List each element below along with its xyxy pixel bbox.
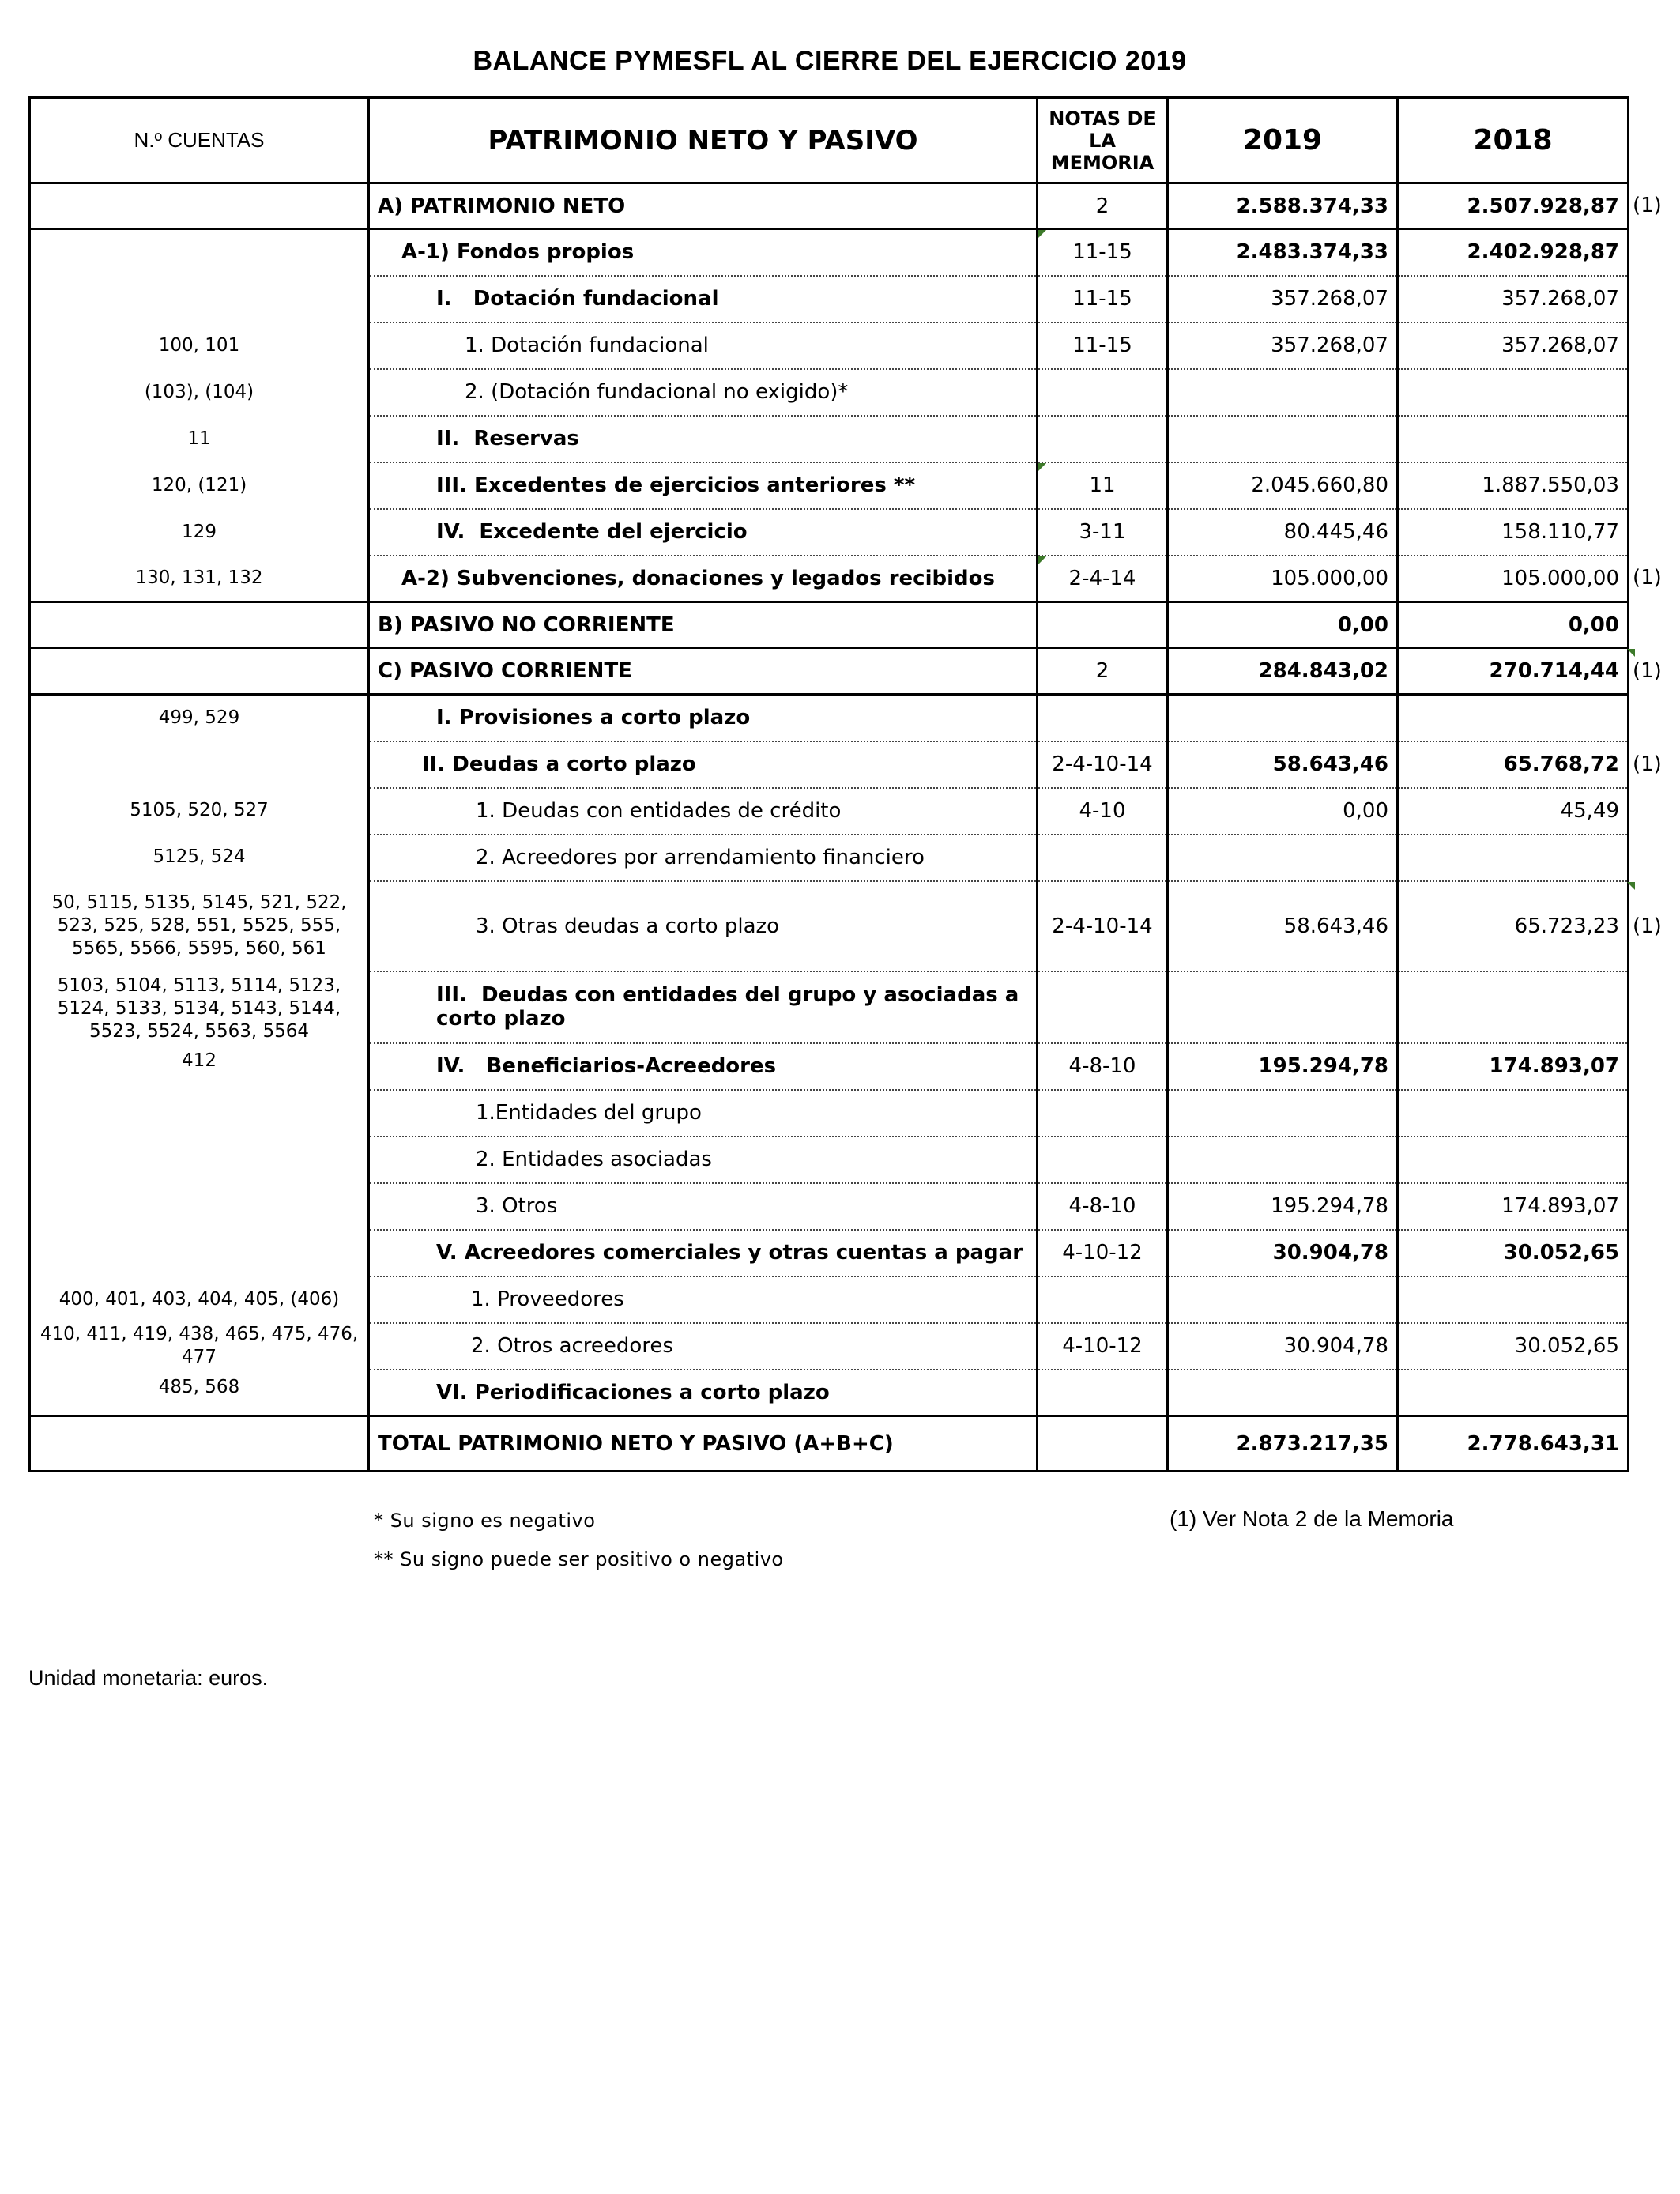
row-description: TOTAL PATRIMONIO NETO Y PASIVO (A+B+C): [369, 1416, 1038, 1472]
row-value-2019: 0,00: [1168, 602, 1398, 648]
row-accounts: 50, 5115, 5135, 5145, 521, 522, 523, 525, 528, 551, 5525, 555, 5565, 5566, 5595, 560, 561: [30, 881, 369, 971]
row-description: A-1) Fondos propios: [369, 229, 1038, 276]
table-row: [30, 509, 1629, 556]
comment-marker-icon: [1038, 556, 1046, 564]
row-value-2018-text: 270.714,44: [1489, 659, 1619, 683]
table-row: [30, 229, 1629, 276]
row-description: 2. Otros acreedores: [369, 1323, 1038, 1370]
row-description: A-2) Subvenciones, donaciones y legados recibidos: [369, 556, 1038, 602]
note-reference: (1): [1633, 752, 1662, 776]
row-value-2018: [1398, 1090, 1629, 1137]
table-row: [30, 1370, 1629, 1416]
table-row: [30, 835, 1629, 881]
row-description: IV. Beneficiarios-Acreedores: [369, 1043, 1038, 1090]
row-accounts: [30, 1416, 369, 1472]
row-value-2019: 80.445,46: [1168, 509, 1398, 556]
row-value-2018: 2.402.928,87: [1398, 229, 1629, 276]
row-value-2019: 58.643,46: [1168, 741, 1398, 788]
row-accounts: [30, 602, 369, 648]
row-accounts: [30, 183, 369, 229]
row-accounts: 5103, 5104, 5113, 5114, 5123, 5124, 5133, 5134, 5143, 5144, 5523, 5524, 5563, 5564: [30, 971, 369, 1043]
table-row: [30, 462, 1629, 509]
row-accounts: [30, 1090, 369, 1137]
row-description: I. Provisiones a corto plazo: [369, 695, 1038, 741]
row-value-2019: 284.843,02: [1168, 648, 1398, 695]
row-value-2018: [1398, 416, 1629, 462]
table-row: [30, 648, 1629, 695]
header-notes: NOTAS DE LA MEMORIA: [1038, 98, 1168, 183]
row-value-2018: 357.268,07: [1398, 322, 1629, 369]
row-value-2019: [1168, 1276, 1398, 1323]
row-description: I. Dotación fundacional: [369, 276, 1038, 322]
row-value-2018: 158.110,77: [1398, 509, 1629, 556]
row-value-2018: 2.778.643,31: [1398, 1416, 1629, 1472]
row-value-2019: 195.294,78: [1168, 1183, 1398, 1230]
row-value-2018: 30.052,65: [1398, 1230, 1629, 1276]
row-notes: [1038, 1090, 1168, 1137]
row-description: II. Deudas a corto plazo: [369, 741, 1038, 788]
row-value-2018: [1398, 1137, 1629, 1183]
row-description: 1.Entidades del grupo: [369, 1090, 1038, 1137]
row-description: IV. Excedente del ejercicio: [369, 509, 1038, 556]
row-value-2019: 0,00: [1168, 788, 1398, 835]
row-description: 3. Otras deudas a corto plazo: [369, 881, 1038, 971]
comment-marker-icon: [1038, 230, 1046, 238]
row-value-2019: 30.904,78: [1168, 1230, 1398, 1276]
row-notes: [1038, 1416, 1168, 1472]
table-row: [30, 788, 1629, 835]
row-value-2019: [1168, 1090, 1398, 1137]
row-value-2018: [1398, 1276, 1629, 1323]
table-row: [30, 1323, 1629, 1370]
row-notes-text: 2-4-14: [1068, 566, 1136, 590]
total-row: [30, 1416, 1629, 1472]
row-description: 1. Proveedores: [369, 1276, 1038, 1323]
row-notes: [1038, 602, 1168, 648]
comment-marker-icon: [1038, 463, 1046, 471]
footnote-see-note: (1) Ver Nota 2 de la Memoria: [1170, 1506, 1454, 1531]
table-row: [30, 602, 1629, 648]
row-accounts: [30, 741, 369, 788]
row-accounts: (103), (104): [30, 369, 369, 416]
currency-unit: Unidad monetaria: euros.: [28, 1666, 269, 1690]
row-accounts: [30, 276, 369, 322]
row-accounts: 130, 131, 132: [30, 556, 369, 602]
row-notes: 2-4-10-14: [1038, 741, 1168, 788]
row-value-2019: 357.268,07: [1168, 276, 1398, 322]
row-value-2019: [1168, 416, 1398, 462]
table-row: [30, 741, 1629, 788]
row-value-2019: 30.904,78: [1168, 1323, 1398, 1370]
header-accounts: N.º CUENTAS: [30, 98, 369, 183]
row-accounts: 100, 101: [30, 322, 369, 369]
row-description: A) PATRIMONIO NETO: [369, 183, 1038, 229]
row-value-2019: 2.045.660,80: [1168, 462, 1398, 509]
row-value-2019: [1168, 835, 1398, 881]
comment-marker-icon: [1627, 649, 1635, 657]
row-notes: 4-10-12: [1038, 1230, 1168, 1276]
row-value-2019: [1168, 695, 1398, 741]
row-description: 1. Deudas con entidades de crédito: [369, 788, 1038, 835]
note-reference: (1): [1633, 914, 1662, 938]
row-notes: 3-11: [1038, 509, 1168, 556]
row-accounts: [30, 1183, 369, 1230]
row-notes: [1038, 695, 1168, 741]
row-description: 2. (Dotación fundacional no exigido)*: [369, 369, 1038, 416]
row-value-2018: 2.507.928,87: [1398, 183, 1629, 229]
row-description: III. Deudas con entidades del grupo y asociadas a corto plazo: [369, 971, 1038, 1043]
table-row: [30, 416, 1629, 462]
row-accounts: 410, 411, 419, 438, 465, 475, 476, 477: [30, 1323, 369, 1370]
header-description: PATRIMONIO NETO Y PASIVO: [369, 98, 1038, 183]
row-value-2019: 2.588.374,33: [1168, 183, 1398, 229]
row-notes: [1038, 229, 1168, 276]
table-header-row: [30, 98, 1629, 183]
row-notes: [1038, 462, 1168, 509]
row-accounts: 5105, 520, 527: [30, 788, 369, 835]
row-value-2019: 105.000,00: [1168, 556, 1398, 602]
table-row: [30, 1043, 1629, 1090]
table-row: [30, 881, 1629, 971]
note-reference: (1): [1633, 194, 1662, 217]
row-description: C) PASIVO CORRIENTE: [369, 648, 1038, 695]
row-value-2018: 65.768,72: [1398, 741, 1629, 788]
row-notes: 2: [1038, 183, 1168, 229]
row-value-2018: 0,00: [1398, 602, 1629, 648]
table-row: [30, 1230, 1629, 1276]
row-accounts: 5125, 524: [30, 835, 369, 881]
row-notes: 4-10-12: [1038, 1323, 1168, 1370]
row-value-2018: [1398, 648, 1629, 695]
balance-table: [28, 96, 1629, 1472]
row-accounts: 412: [30, 1043, 369, 1090]
row-value-2019: [1168, 971, 1398, 1043]
row-value-2019: 357.268,07: [1168, 322, 1398, 369]
row-notes-text: 11-15: [1072, 240, 1132, 265]
row-notes: [1038, 369, 1168, 416]
header-year-2018: 2018: [1398, 98, 1629, 183]
header-year-2019: 2019: [1168, 98, 1398, 183]
table-row: [30, 1276, 1629, 1323]
row-notes: 4-10: [1038, 788, 1168, 835]
row-value-2019: [1168, 369, 1398, 416]
row-value-2018: 105.000,00: [1398, 556, 1629, 602]
row-value-2018: [1398, 695, 1629, 741]
row-notes: 2-4-10-14: [1038, 881, 1168, 971]
row-accounts: [30, 1230, 369, 1276]
table-row: [30, 322, 1629, 369]
row-notes: [1038, 835, 1168, 881]
row-description: B) PASIVO NO CORRIENTE: [369, 602, 1038, 648]
row-description: 2. Entidades asociadas: [369, 1137, 1038, 1183]
footnote-negative: * Su signo es negativo: [374, 1510, 596, 1532]
row-accounts: 11: [30, 416, 369, 462]
row-accounts: 120, (121): [30, 462, 369, 509]
table-row: [30, 183, 1629, 229]
row-description: 3. Otros: [369, 1183, 1038, 1230]
row-description: VI. Periodificaciones a corto plazo: [369, 1370, 1038, 1416]
row-accounts: [30, 648, 369, 695]
row-accounts: 400, 401, 403, 404, 405, (406): [30, 1276, 369, 1323]
row-value-2019: 195.294,78: [1168, 1043, 1398, 1090]
row-value-2018: [1398, 835, 1629, 881]
row-value-2019: 58.643,46: [1168, 881, 1398, 971]
row-notes-text: 11: [1089, 473, 1116, 497]
table-row: [30, 1137, 1629, 1183]
row-notes: 11-15: [1038, 276, 1168, 322]
row-notes: 11-15: [1038, 322, 1168, 369]
row-value-2019: 2.873.217,35: [1168, 1416, 1398, 1472]
row-value-2018: 1.887.550,03: [1398, 462, 1629, 509]
row-accounts: [30, 1137, 369, 1183]
row-value-2019: [1168, 1137, 1398, 1183]
row-notes: [1038, 416, 1168, 462]
row-value-2019: [1168, 1370, 1398, 1416]
page-title: BALANCE PYMESFL AL CIERRE DEL EJERCICIO 2019: [473, 46, 1187, 76]
table-row: [30, 695, 1629, 741]
row-value-2018: [1398, 881, 1629, 971]
row-value-2018: [1398, 971, 1629, 1043]
comment-marker-icon: [1627, 882, 1635, 890]
table-row: [30, 556, 1629, 602]
table-row: [30, 1090, 1629, 1137]
row-value-2018: [1398, 369, 1629, 416]
table-row: [30, 1183, 1629, 1230]
row-description: V. Acreedores comerciales y otras cuentas a pagar: [369, 1230, 1038, 1276]
row-value-2018: 30.052,65: [1398, 1323, 1629, 1370]
row-value-2018-text: 65.723,23: [1514, 914, 1619, 938]
table-row: [30, 369, 1629, 416]
row-description: 1. Dotación fundacional: [369, 322, 1038, 369]
row-value-2018: 45,49: [1398, 788, 1629, 835]
row-accounts: 129: [30, 509, 369, 556]
row-notes: 2: [1038, 648, 1168, 695]
row-value-2019: 2.483.374,33: [1168, 229, 1398, 276]
table-row: [30, 971, 1629, 1043]
row-accounts: 485, 568: [30, 1370, 369, 1416]
row-value-2018: 174.893,07: [1398, 1183, 1629, 1230]
row-notes: 4-8-10: [1038, 1043, 1168, 1090]
row-notes: [1038, 1276, 1168, 1323]
row-notes: [1038, 971, 1168, 1043]
row-accounts: 499, 529: [30, 695, 369, 741]
note-reference: (1): [1633, 566, 1662, 590]
row-value-2018: 357.268,07: [1398, 276, 1629, 322]
footnote-positive-negative: ** Su signo puede ser positivo o negativo: [374, 1548, 784, 1570]
row-value-2018: 174.893,07: [1398, 1043, 1629, 1090]
row-accounts: [30, 229, 369, 276]
row-notes: 4-8-10: [1038, 1183, 1168, 1230]
row-description: II. Reservas: [369, 416, 1038, 462]
row-notes: [1038, 1370, 1168, 1416]
row-description: 2. Acreedores por arrendamiento financiero: [369, 835, 1038, 881]
table-row: [30, 276, 1629, 322]
row-notes: [1038, 1137, 1168, 1183]
row-value-2018: [1398, 1370, 1629, 1416]
row-description: III. Excedentes de ejercicios anteriores **: [369, 462, 1038, 509]
note-reference: (1): [1633, 659, 1662, 683]
row-notes: [1038, 556, 1168, 602]
